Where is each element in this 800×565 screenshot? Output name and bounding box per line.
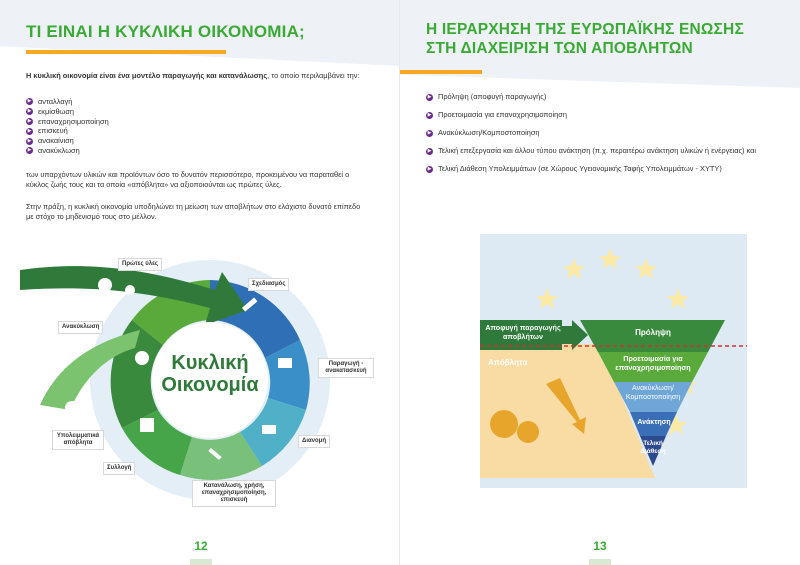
list-item-label: Πρόληψη (αποφυγή παραγωγής) [438, 92, 547, 101]
arrow-bullet-icon: ▶ [27, 117, 32, 124]
bin-icon [140, 418, 154, 432]
label-consumption: Κατανάλωση, χρήση, επαναχρησιμοποίηση, επισκευή [192, 480, 276, 507]
factory-icon [278, 358, 292, 368]
label-recycling: Ανακύκλωση [58, 321, 103, 334]
page-title [426, 20, 744, 58]
label-collection: Συλλογή [103, 462, 135, 475]
center-title-line1: Κυκλική [171, 352, 249, 374]
arrow-bullet-icon: ▶ [27, 147, 32, 154]
waste-hierarchy-pyramid [480, 234, 747, 488]
right-page [400, 0, 800, 565]
page-title: ΤΙ ΕΙΝΑΙ Η ΚΥΚΛΙΚΗ ΟΙΚΟΝΟΜΙΑ; [26, 22, 305, 41]
intro-rest: , το οποίο περιλαμβάνει την: [267, 71, 360, 80]
level-label-prevention: Πρόληψη [635, 328, 671, 337]
level-label-recovery: Ανάκτηση [637, 419, 671, 426]
list-item-label: ανταλλαγή [38, 97, 73, 106]
page-title-line2: ΣΤΗ ΔΙΑΧΕΙΡΙΣΗ ΤΩΝ ΑΠΟΒΛΗΤΩΝ [426, 40, 693, 57]
intro-bold: Η κυκλική οικονομία είναι ένα μοντέλο παραγωγής και κατανάλωσης [26, 71, 268, 80]
list-item [26, 97, 109, 107]
level-label-recycling: Ανακύκλωση/ Κομποστοποίηση [625, 385, 681, 401]
title-underline [400, 70, 482, 74]
list-item-label: επισκευή [38, 126, 68, 136]
label-residual-waste: Υπολειμματικά απόβλητα [52, 430, 104, 450]
label-raw-materials: Πρώτες ύλες [118, 258, 162, 271]
recycle-icon [135, 351, 149, 365]
list-item-label: ανακαίνιση [38, 136, 74, 146]
tree-icon [98, 278, 112, 292]
bag-icon [517, 421, 539, 443]
arrow-bullet-icon: ▶ [427, 147, 432, 154]
center-title [148, 352, 272, 396]
list-item [26, 136, 109, 146]
arrow-bullet-icon: ▶ [427, 93, 432, 100]
list-item [426, 110, 771, 120]
list-item-label: Ανακύκλωση/Κομποστοποίηση [438, 128, 540, 137]
list-item [26, 107, 109, 117]
page-number-underline [190, 559, 212, 565]
hierarchy-list [426, 92, 771, 182]
barrels-icon [65, 401, 79, 415]
label-production: Παραγωγή - ανακατασκευή [318, 358, 374, 378]
list-item-label: εκμίσθωση [38, 106, 75, 116]
waste-label: Απόβλητα [488, 358, 528, 367]
avoid-label: Αποφυγή παραγωγής αποβλήτων [485, 323, 561, 341]
drop-icon [125, 285, 135, 295]
cart-icon [262, 425, 276, 434]
list-item [426, 164, 771, 174]
page-number: 12 [194, 539, 208, 553]
list-item [426, 128, 771, 138]
list-item-label: Προετοιμασία για επαναχρησιμοποίηση [438, 110, 567, 119]
arrow-bullet-icon: ▶ [27, 137, 32, 144]
activity-list [26, 97, 109, 156]
center-title-line2: Οικονομία [161, 374, 259, 396]
level-label-reuse: Προετοιμασία για επαναχρησιμοποίηση [615, 354, 691, 372]
intro-text [26, 71, 366, 81]
list-item [426, 92, 771, 102]
list-item [26, 117, 109, 127]
label-design: Σχεδιασμός [248, 278, 289, 291]
page-number: 13 [593, 539, 607, 553]
title-underline [26, 50, 226, 54]
circular-economy-diagram [0, 230, 400, 530]
list-item [26, 126, 109, 136]
list-item [426, 146, 771, 156]
bag-icon [490, 410, 518, 438]
list-item-label: Τελική Διάθεση Υπολειμμάτων (σε Χώρους Υγειονομικής Ταφής Υπολειμμάτων - ΧΥΤΥ) [438, 164, 722, 173]
page-title-line1: Η ΙΕΡΑΡΧΗΣΗ ΤΗΣ ΕΥΡΩΠΑΪΚΗΣ ΕΝΩΣΗΣ [426, 21, 744, 38]
list-item-label: επαναχρησιμοποίηση [38, 116, 109, 126]
arrow-bullet-icon: ▶ [427, 111, 432, 118]
page-number-underline [589, 559, 611, 565]
arrow-bullet-icon: ▶ [427, 165, 432, 172]
paragraph: των υπαρχόντων υλικών και προϊόντων όσο το δυνατόν περισσότερο, προκειμένου να παραταθεί ο κύκλος ζωής τους και τα οποία «απόβλητα» να αξιοποιούνται ως πρώτες ύλες. [26, 170, 350, 189]
paragraph: Στην πράξη, η κυκλική οικονομία υποδηλώνει τη μείωση των αποβλήτων στο ελάχιστο δυνατό επίπεδο με στόχο το μηδενισμό τους στο μέλλον. [26, 202, 361, 221]
list-item-label: Τελική επεξεργασία και άλλου τύπου ανάκτηση (π.χ. περαιτέρω ανάκτηση υλικών ή ενέργειας) και [438, 146, 757, 155]
arrow-bullet-icon: ▶ [427, 129, 432, 136]
arrow-bullet-icon: ▶ [27, 108, 32, 115]
arrow-bullet-icon: ▶ [27, 98, 32, 105]
list-item-label: ανακύκλωση [38, 145, 80, 155]
label-distribution: Διανομή [298, 435, 330, 448]
level-label-disposal: Τελική Διάθεση [640, 440, 666, 455]
list-item [26, 146, 109, 156]
arrow-bullet-icon: ▶ [27, 127, 32, 134]
